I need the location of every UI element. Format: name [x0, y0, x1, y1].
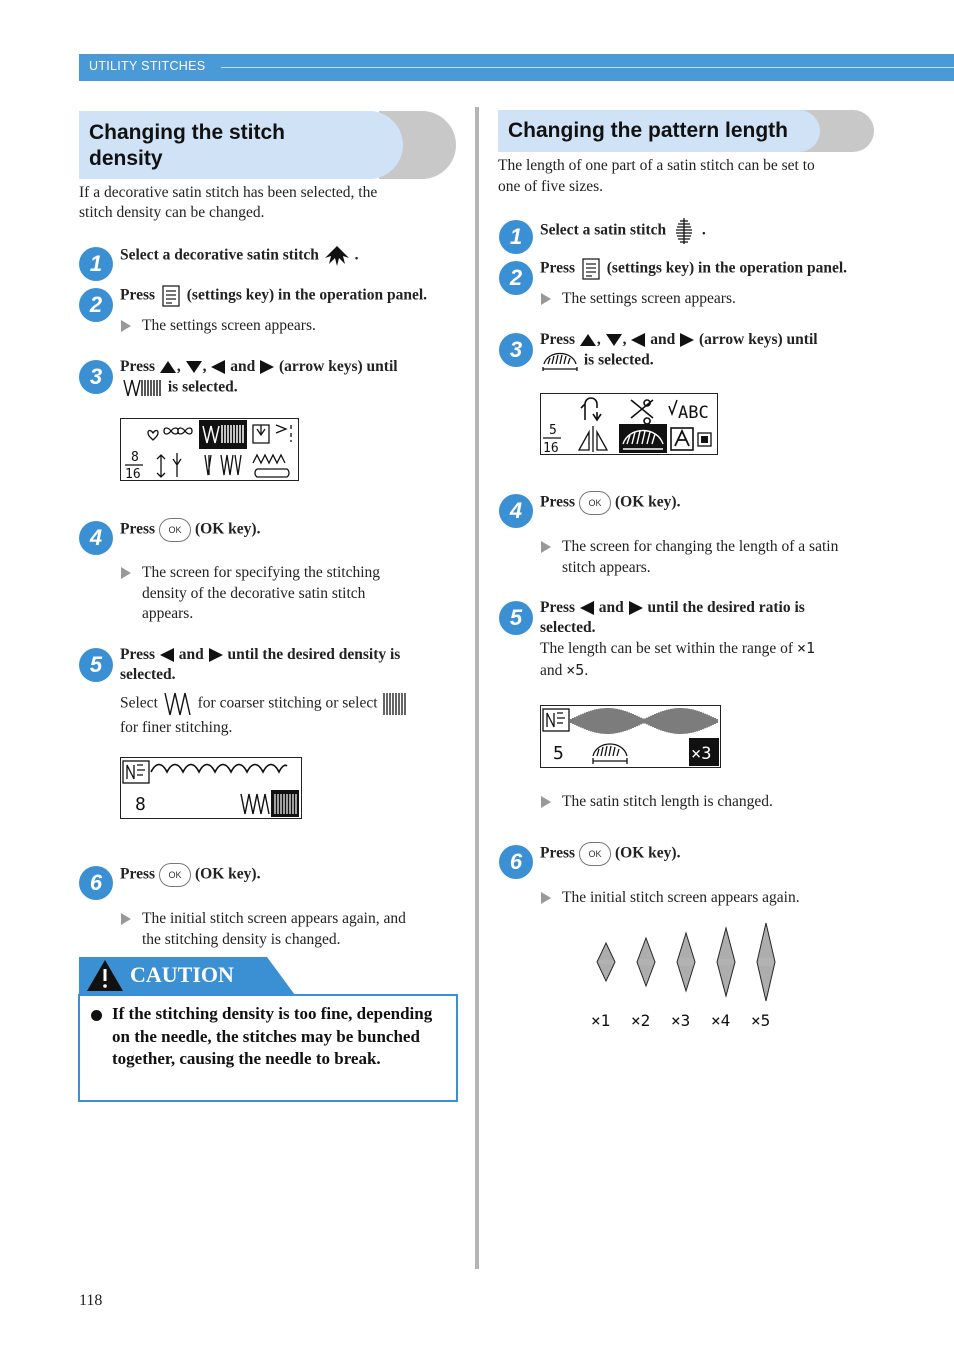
satin-diamond-1 [597, 943, 615, 981]
satin-diamond-3 [677, 933, 695, 991]
right-title: Changing the pattern length [508, 119, 788, 142]
lcd-density-value [120, 757, 302, 819]
svg-text:ABC: ABC [678, 403, 709, 423]
lcd-pattern-length [540, 705, 721, 768]
stitch-ratio-illustration [585, 922, 785, 1032]
left-step3-text: Press , , and (arrow keys) until [120, 358, 398, 375]
right-step5-text-2: selected. [540, 619, 596, 636]
right-step5-result: The satin stitch length is changed. [541, 792, 871, 813]
step-number: 2 [499, 261, 533, 295]
caution-text: If the stitching density is too fine, depending on the needle, the stitches may be bunched together, causing the needle to break. [112, 1004, 433, 1068]
left-step2-text: Press (settings key) in the operation panel. [120, 285, 427, 307]
right-step1-text: Select a satin stitch . [540, 217, 706, 245]
bullet-icon [91, 1010, 102, 1021]
step-number: 2 [79, 288, 113, 322]
left-arrow-key-icon [210, 359, 226, 375]
left-arrow-key-icon [159, 647, 175, 663]
ok-key-icon: OK [159, 863, 191, 887]
satin-stitch-icon [670, 217, 698, 245]
ratio-label: ×2 [631, 1011, 651, 1030]
left-arrow-key-icon [579, 600, 595, 616]
svg-text:8: 8 [135, 794, 146, 815]
left-step6-result: The initial stitch screen appears again, and the stitching density is changed. [121, 909, 451, 950]
svg-text:5: 5 [549, 423, 557, 438]
satin-diamond-4 [717, 928, 735, 996]
lcd-density-settings-graphic [121, 419, 298, 480]
ratio-label: ×5 [751, 1011, 771, 1030]
down-arrow-key-icon [185, 360, 203, 374]
left-step5-text: Press and until the desired density is [120, 646, 401, 663]
step-number: 1 [499, 220, 533, 254]
lcd-pattern-settings-graphic [541, 394, 717, 454]
step-number: 6 [79, 866, 113, 900]
step-number: 3 [79, 360, 113, 394]
right-step6-text: Press OK (OK key). [540, 842, 680, 866]
ratio-label: ×3 [671, 1011, 691, 1030]
satin-diamond-2 [637, 938, 655, 986]
left-arrow-key-icon [630, 332, 646, 348]
right-intro-2: one of five sizes. [498, 178, 604, 195]
ok-key-icon: OK [159, 518, 191, 542]
step-number: 3 [499, 333, 533, 367]
stitch-diamonds [597, 923, 775, 1001]
left-title-block [79, 111, 456, 179]
left-step2-result: The settings screen appears. [121, 316, 451, 337]
up-arrow-key-icon [159, 360, 177, 374]
step-number: 1 [79, 247, 113, 281]
ratio-label: ×4 [711, 1011, 731, 1030]
coarse-stitch-icon [162, 690, 194, 718]
right-intro-1: The length of one part of a satin stitch can be set to [498, 157, 815, 174]
left-title-line2: density [89, 147, 163, 170]
caution-header [79, 957, 295, 995]
right-step5-range-2: and ×5. [540, 661, 589, 679]
right-step4-text: Press OK (OK key). [540, 491, 680, 515]
settings-key-icon [579, 258, 603, 280]
lcd-density-settings [120, 418, 299, 481]
up-arrow-key-icon [579, 333, 597, 347]
lcd-pattern-settings [540, 393, 718, 455]
step-number: 4 [79, 521, 113, 555]
lcd-pattern-length-graphic [541, 706, 720, 767]
svg-text:8: 8 [131, 450, 139, 465]
down-arrow-key-icon [605, 333, 623, 347]
step-number: 6 [499, 845, 533, 879]
step-number: 5 [79, 648, 113, 682]
left-step4-text: Press OK (OK key). [120, 518, 260, 542]
lcd-density-value-graphic [121, 758, 301, 818]
ok-key-icon: OK [579, 491, 611, 515]
fine-stitch-icon [381, 690, 407, 718]
right-arrow-key-icon [259, 359, 275, 375]
left-intro-1: If a decorative satin stitch has been selected, the [79, 184, 378, 201]
right-step2-result: The settings screen appears. [541, 289, 871, 310]
right-arrow-key-icon [208, 647, 224, 663]
svg-text:16: 16 [543, 441, 559, 454]
step-number: 5 [499, 601, 533, 635]
right-arrow-key-icon [628, 600, 644, 616]
right-step5-range: The length can be set within the range of ×1 [540, 639, 816, 657]
ok-key-icon: OK [579, 842, 611, 866]
caution-box [78, 994, 458, 1102]
header-rule [221, 67, 954, 68]
right-step2-text: Press (settings key) in the operation panel. [540, 258, 847, 280]
step-number: 4 [499, 494, 533, 528]
right-step6-result: The initial stitch screen appears again. [541, 888, 871, 909]
left-step5-note-2: for finer stitching. [120, 719, 233, 736]
svg-text:16: 16 [125, 467, 141, 480]
left-step5-text-2: selected. [120, 666, 176, 683]
svg-text:5: 5 [553, 743, 564, 764]
right-title-block [498, 110, 874, 152]
right-arrow-key-icon [679, 332, 695, 348]
column-separator [475, 107, 479, 1269]
ratio-label: ×1 [591, 1011, 611, 1030]
section-header [79, 54, 954, 81]
settings-key-icon [159, 285, 183, 307]
right-step5-text: Press and until the desired ratio is [540, 599, 805, 616]
density-setting-icon [120, 377, 164, 399]
ratio-max: ×5 [566, 661, 585, 679]
left-step3-text-2: is selected. [120, 377, 238, 399]
pattern-length-icon [540, 350, 580, 372]
ratio-min: ×1 [796, 639, 816, 657]
left-step1-text: Select a decorative satin stitch . [120, 244, 359, 268]
left-step5-note: Select for coarser stitching or select [120, 690, 407, 718]
left-step4-result: The screen for specifying the stitching density of the decorative satin stitch appears. [121, 563, 451, 625]
right-step3-text: Press , , and (arrow keys) until [540, 331, 818, 348]
page-number: 118 [79, 1292, 103, 1309]
right-step3-text-2: is selected. [540, 350, 654, 372]
caution-label: CAUTION [130, 962, 234, 987]
svg-text:×3: ×3 [691, 744, 712, 764]
left-intro-2: stitch density can be changed. [79, 204, 265, 221]
satin-diamond-5 [757, 923, 775, 1001]
right-step4-result: The screen for changing the length of a satin stitch appears. [541, 537, 881, 578]
decorative-satin-stitch-icon [323, 244, 351, 268]
section-title: UTILITY STITCHES [89, 59, 206, 73]
left-step6-text: Press OK (OK key). [120, 863, 260, 887]
left-title-line1: Changing the stitch [89, 121, 285, 144]
